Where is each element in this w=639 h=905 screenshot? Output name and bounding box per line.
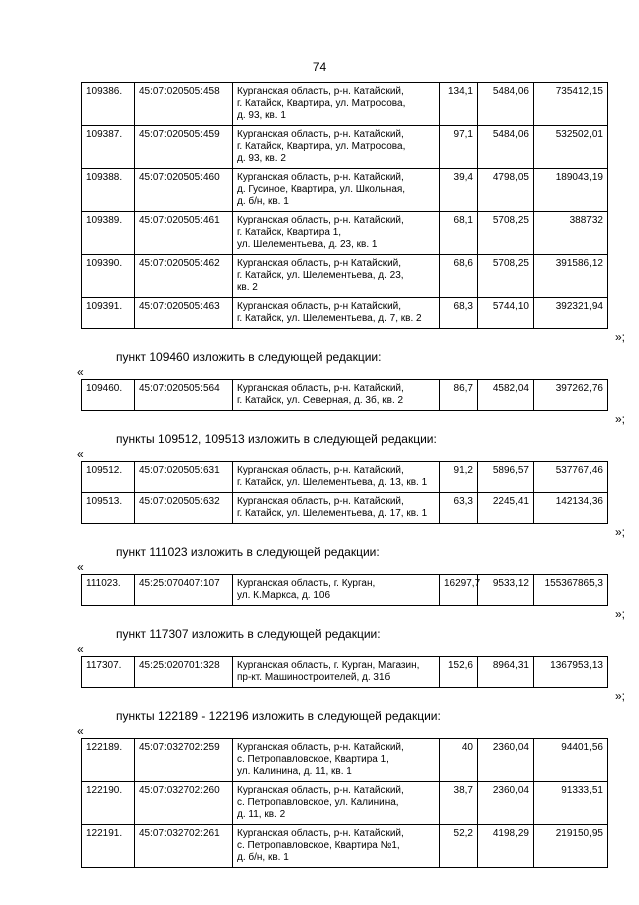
- opening-quote: «: [77, 560, 84, 574]
- cadastral-number-cell: 45:07:020505:458: [135, 83, 233, 126]
- table-row: [82, 83, 608, 126]
- table-row: [82, 169, 608, 212]
- register-table: [81, 656, 608, 688]
- cadastral-number-cell: 45:07:032702:260: [135, 782, 233, 825]
- address-cell: Курганская область, р-н. Катайский, с. Петропавловское, Квартира 1, ул. Калинина, д. 11, кв. 1: [233, 739, 440, 782]
- paragraph-heading: пункт 111023 изложить в следующей редакции:: [116, 545, 380, 559]
- rate-cell: 2360,04: [478, 739, 534, 782]
- row-number-cell: 109386.: [82, 83, 135, 126]
- table-row: [82, 212, 608, 255]
- register-table: [81, 82, 608, 329]
- document-body: [0, 82, 639, 868]
- area-cell: 86,7: [440, 380, 478, 411]
- cost-cell: 142134,36: [534, 493, 608, 524]
- row-number-cell: 122191.: [82, 825, 135, 868]
- paragraph-heading: пункты 109512, 109513 изложить в следующей редакции:: [116, 432, 437, 446]
- address-cell: Курганская область, р-н. Катайский, г. Катайск, ул. Северная, д. 3б, кв. 2: [233, 380, 440, 411]
- cadastral-number-cell: 45:07:020505:461: [135, 212, 233, 255]
- address-cell: Курганская область, р-н Катайский, г. Катайск, ул. Шелементьева, д. 23, кв. 2: [233, 255, 440, 298]
- rate-cell: 2360,04: [478, 782, 534, 825]
- cadastral-number-cell: 45:07:020505:564: [135, 380, 233, 411]
- cost-cell: 388732: [534, 212, 608, 255]
- rate-cell: 5708,25: [478, 255, 534, 298]
- cadastral-number-cell: 45:25:020701:328: [135, 657, 233, 688]
- table-row: [82, 462, 608, 493]
- row-number-cell: 109460.: [82, 380, 135, 411]
- rate-cell: 4798,05: [478, 169, 534, 212]
- row-number-cell: 117307.: [82, 657, 135, 688]
- cost-cell: 391586,12: [534, 255, 608, 298]
- opening-quote: «: [77, 642, 84, 656]
- address-cell: Курганская область, р-н. Катайский, г. Катайск, Квартира, ул. Матросова, д. 93, кв. 1: [233, 83, 440, 126]
- address-cell: Курганская область, р-н. Катайский, с. Петропавловское, ул. Калинина, д. 11, кв. 2: [233, 782, 440, 825]
- cost-cell: 397262,76: [534, 380, 608, 411]
- row-number-cell: 109389.: [82, 212, 135, 255]
- paragraph-heading: пункт 117307 изложить в следующей редакции:: [116, 627, 381, 641]
- cost-cell: 532502,01: [534, 126, 608, 169]
- rate-cell: 5896,57: [478, 462, 534, 493]
- row-number-cell: 109388.: [82, 169, 135, 212]
- register-table: [81, 379, 608, 411]
- table-row: [82, 575, 608, 606]
- table-row: [82, 126, 608, 169]
- table-row: [82, 298, 608, 329]
- cost-cell: 735412,15: [534, 83, 608, 126]
- row-number-cell: 109391.: [82, 298, 135, 329]
- area-cell: 63,3: [440, 493, 478, 524]
- address-cell: Курганская область, р-н. Катайский, с. Петропавловское, Квартира №1, д. б/н, кв. 1: [233, 825, 440, 868]
- area-cell: 152,6: [440, 657, 478, 688]
- cadastral-number-cell: 45:07:020505:460: [135, 169, 233, 212]
- row-number-cell: 109513.: [82, 493, 135, 524]
- cadastral-number-cell: 45:07:020505:462: [135, 255, 233, 298]
- row-number-cell: 122189.: [82, 739, 135, 782]
- table-row: [82, 255, 608, 298]
- address-cell: Курганская область, р-н. Катайский, г. Катайск, ул. Шелементьева, д. 17, кв. 1: [233, 493, 440, 524]
- closing-quote: »;: [614, 525, 625, 539]
- area-cell: 68,1: [440, 212, 478, 255]
- rate-cell: 5744,10: [478, 298, 534, 329]
- rate-cell: 4198,29: [478, 825, 534, 868]
- area-cell: 52,2: [440, 825, 478, 868]
- opening-quote: «: [77, 724, 84, 738]
- row-number-cell: 122190.: [82, 782, 135, 825]
- cadastral-number-cell: 45:07:020505:463: [135, 298, 233, 329]
- cadastral-number-cell: 45:07:032702:259: [135, 739, 233, 782]
- opening-quote: «: [77, 447, 84, 461]
- address-cell: Курганская область, р-н. Катайский, г. Катайск, Квартира 1, ул. Шелементьева, д. 23, кв. 1: [233, 212, 440, 255]
- area-cell: 16297,7: [440, 575, 478, 606]
- cost-cell: 537767,46: [534, 462, 608, 493]
- cost-cell: 189043,19: [534, 169, 608, 212]
- address-cell: Курганская область, г. Курган, ул. К.Маркса, д. 106: [233, 575, 440, 606]
- area-cell: 97,1: [440, 126, 478, 169]
- cost-cell: 91333,51: [534, 782, 608, 825]
- cost-cell: 155367865,3: [534, 575, 608, 606]
- cadastral-number-cell: 45:25:070407:107: [135, 575, 233, 606]
- rate-cell: 5484,06: [478, 83, 534, 126]
- paragraph-heading: пункты 122189 - 122196 изложить в следующей редакции:: [116, 709, 441, 723]
- address-cell: Курганская область, р-н. Катайский, г. Катайск, Квартира, ул. Матросова, д. 93, кв. 2: [233, 126, 440, 169]
- cadastral-number-cell: 45:07:032702:261: [135, 825, 233, 868]
- table-row: [82, 380, 608, 411]
- row-number-cell: 109512.: [82, 462, 135, 493]
- rate-cell: 5708,25: [478, 212, 534, 255]
- area-cell: 91,2: [440, 462, 478, 493]
- paragraph-heading: пункт 109460 изложить в следующей редакции:: [116, 350, 382, 364]
- rate-cell: 2245,41: [478, 493, 534, 524]
- register-table: [81, 461, 608, 524]
- closing-quote: »;: [614, 689, 625, 703]
- table-row: [82, 739, 608, 782]
- rate-cell: 8964,31: [478, 657, 534, 688]
- opening-quote: «: [77, 365, 84, 379]
- closing-quote: »;: [614, 412, 625, 426]
- row-number-cell: 109387.: [82, 126, 135, 169]
- cadastral-number-cell: 45:07:020505:632: [135, 493, 233, 524]
- address-cell: Курганская область, р-н Катайский, г. Катайск, ул. Шелементьева, д. 7, кв. 2: [233, 298, 440, 329]
- address-cell: Курганская область, р-н. Катайский, г. Катайск, ул. Шелементьева, д. 13, кв. 1: [233, 462, 440, 493]
- rate-cell: 9533,12: [478, 575, 534, 606]
- row-number-cell: 109390.: [82, 255, 135, 298]
- table-row: [82, 782, 608, 825]
- cost-cell: 219150,95: [534, 825, 608, 868]
- table-row: [82, 657, 608, 688]
- cadastral-number-cell: 45:07:020505:459: [135, 126, 233, 169]
- cost-cell: 94401,56: [534, 739, 608, 782]
- area-cell: 68,6: [440, 255, 478, 298]
- table-row: [82, 825, 608, 868]
- cadastral-number-cell: 45:07:020505:631: [135, 462, 233, 493]
- table-row: [82, 493, 608, 524]
- cost-cell: 392321,94: [534, 298, 608, 329]
- area-cell: 38,7: [440, 782, 478, 825]
- rate-cell: 4582,04: [478, 380, 534, 411]
- register-table: [81, 738, 608, 868]
- area-cell: 134,1: [440, 83, 478, 126]
- register-table: [81, 574, 608, 606]
- address-cell: Курганская область, р-н. Катайский, д. Гусиное, Квартира, ул. Школьная, д. б/н, кв. 1: [233, 169, 440, 212]
- area-cell: 40: [440, 739, 478, 782]
- address-cell: Курганская область, г. Курган, Магазин, пр-кт. Машиностроителей, д. 31б: [233, 657, 440, 688]
- page-number: 74: [312, 60, 327, 74]
- area-cell: 68,3: [440, 298, 478, 329]
- area-cell: 39,4: [440, 169, 478, 212]
- row-number-cell: 111023.: [82, 575, 135, 606]
- closing-quote: »;: [614, 607, 625, 621]
- closing-quote: »;: [614, 330, 625, 344]
- rate-cell: 5484,06: [478, 126, 534, 169]
- cost-cell: 1367953,13: [534, 657, 608, 688]
